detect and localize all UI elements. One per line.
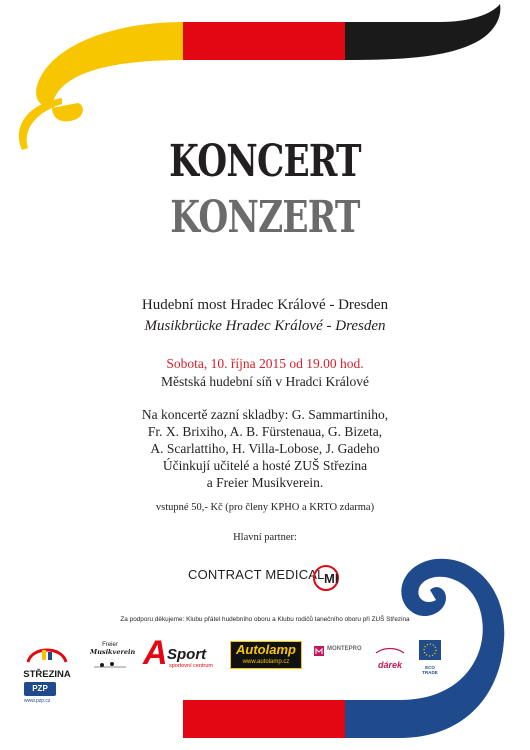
program-line: Na koncertě zazní skladby: G. Sammartiniho, bbox=[141, 407, 389, 422]
montepro-name: MONTEPRO bbox=[327, 646, 362, 652]
yellow-ribbon-shape bbox=[36, 22, 183, 121]
title-czech: KONCERT bbox=[169, 136, 361, 187]
program-line: Fr. X. Brixiho, A. B. Fürstenaua, G. Bizeta, bbox=[147, 424, 383, 439]
darek-ribbon-icon bbox=[372, 647, 408, 655]
partner-label: Hlavní partner: bbox=[233, 532, 297, 543]
concert-date: Sobota, 10. října 2015 od 19.00 hod. bbox=[166, 356, 364, 371]
montepro-logo bbox=[313, 643, 362, 665]
autolamp-logo bbox=[230, 641, 302, 669]
montepro-mark-icon bbox=[313, 645, 325, 657]
freier-text: Freier bbox=[102, 642, 118, 648]
asport-a-letter: A bbox=[143, 634, 168, 672]
black-ribbon-shape bbox=[345, 4, 500, 60]
subtitle-czech: Hudební most Hradec Králové - Dresden bbox=[141, 297, 389, 313]
program-text bbox=[0, 406, 530, 491]
eu-stars-icon bbox=[419, 640, 441, 660]
asport-name: Sport bbox=[167, 646, 207, 663]
eco-trade-name: ECO TRADE bbox=[422, 665, 438, 675]
red-bottom-band bbox=[183, 700, 345, 738]
program-line: A. Scarlattiho, H. Villa-Lobose, J. Gadeho bbox=[150, 441, 380, 456]
asport-subtitle: sportovní centrum bbox=[169, 663, 214, 669]
partner-name: CONTRACT MEDICAL bbox=[188, 567, 325, 582]
concert-venue: Městská hudební síň v Hradci Králové bbox=[160, 374, 370, 389]
pzp-name: PZP bbox=[24, 682, 56, 696]
program-line: Účinkují učitelé a hosté ZUŠ Střezina bbox=[162, 458, 368, 473]
title-german: KONZERT bbox=[170, 192, 360, 243]
musikverein-text: Musikverein bbox=[90, 648, 136, 656]
darek-logo bbox=[372, 642, 408, 670]
autolamp-name: Autolamp bbox=[236, 642, 296, 657]
music-notes-icon bbox=[92, 659, 128, 669]
program-line: a Freier Musikverein. bbox=[206, 475, 324, 490]
asport-logo bbox=[143, 634, 217, 674]
red-ribbon-band bbox=[183, 22, 345, 60]
support-thanks: Za podporu děkujeme: Klubu přátel hudebního oboru a Klubu rodičů tanečního oboru při ZUŠ Střezina bbox=[120, 616, 410, 623]
strezina-text: STŘEZINA bbox=[23, 669, 71, 680]
contract-medical-logo-icon bbox=[312, 563, 346, 593]
pzp-logo bbox=[24, 682, 58, 710]
strezina-logo bbox=[22, 640, 72, 680]
darek-name: dárek bbox=[377, 660, 403, 670]
freier-musikverein-logo bbox=[90, 642, 136, 674]
pzp-url: www.pzp.cz bbox=[24, 698, 51, 704]
yellow-ribbon-tail bbox=[19, 98, 62, 150]
eco-trade-logo bbox=[418, 640, 442, 675]
ticket-price: vstupné 50,- Kč (pro členy KPHO a KRTO zdarma) bbox=[155, 502, 375, 513]
autolamp-url: www.autolamp.cz bbox=[242, 659, 290, 665]
subtitle-german: Musikbrücke Hradec Králové - Dresden bbox=[144, 318, 386, 334]
partner-logo-letters: MI bbox=[324, 571, 339, 586]
strezina-arch-icon bbox=[22, 640, 72, 664]
